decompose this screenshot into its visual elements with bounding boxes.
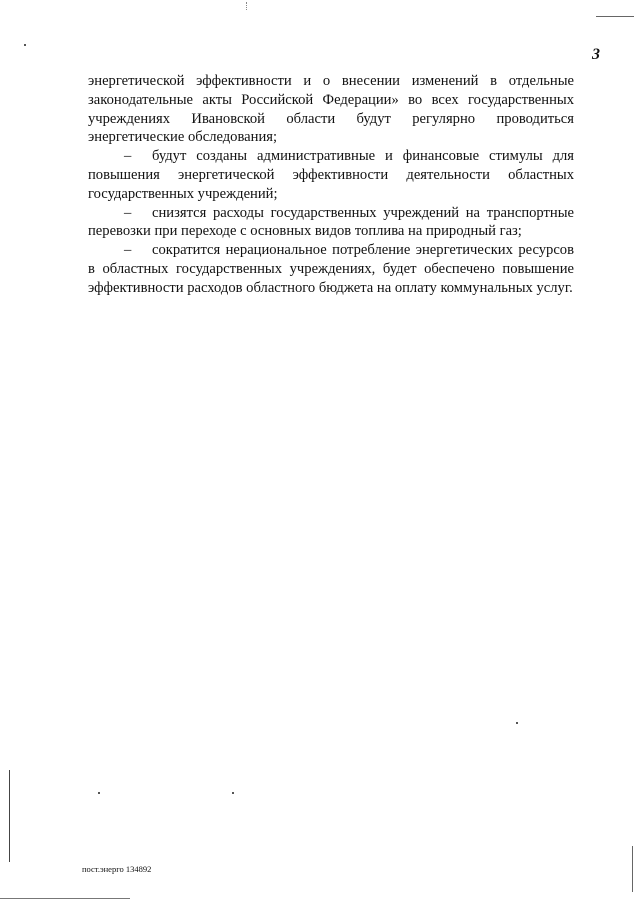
paragraph <box>88 72 574 147</box>
body-text <box>88 72 574 298</box>
scan-artifact <box>246 2 251 10</box>
paragraph-text: сократится нерациональное потребление энергетических ресурсов в областных государственных учреждениях, будет обеспечено повышение эффективности расходов областного бюджета на оплату коммунальных услуг. <box>88 242 574 296</box>
scan-artifact <box>632 846 633 892</box>
scan-artifact <box>232 792 234 794</box>
scan-artifact <box>0 898 130 899</box>
bullet-paragraph <box>88 147 574 203</box>
bullet-paragraph <box>88 241 574 297</box>
scan-artifact <box>9 770 10 862</box>
scan-artifact <box>98 792 100 794</box>
paragraph-text: энергетической эффективности и о внесении изменений в отдельные законодательные акты Российской Федерации» во всех государственных учреждениях Ивановской области будут регулярно проводиться энергетические обследования; <box>88 73 574 146</box>
scan-artifact <box>24 44 26 46</box>
footer-document-code: пост.энерго 134892 <box>82 864 152 874</box>
scan-artifact <box>516 722 518 724</box>
dash-marker: – <box>124 148 132 165</box>
page-number: 3 <box>592 46 600 63</box>
paragraph-text: снизятся расходы государственных учреждений на транспортные перевозки при переходе с основных видов топлива на природный газ; <box>88 204 574 240</box>
dash-marker: – <box>124 204 132 221</box>
scan-artifact <box>596 16 634 17</box>
dash-marker: – <box>124 242 132 259</box>
paragraph-text: будут созданы административные и финансовые стимулы для повышения энергетической эффективности деятельности областных государственных учреждений; <box>88 148 574 202</box>
bullet-paragraph <box>88 204 574 242</box>
